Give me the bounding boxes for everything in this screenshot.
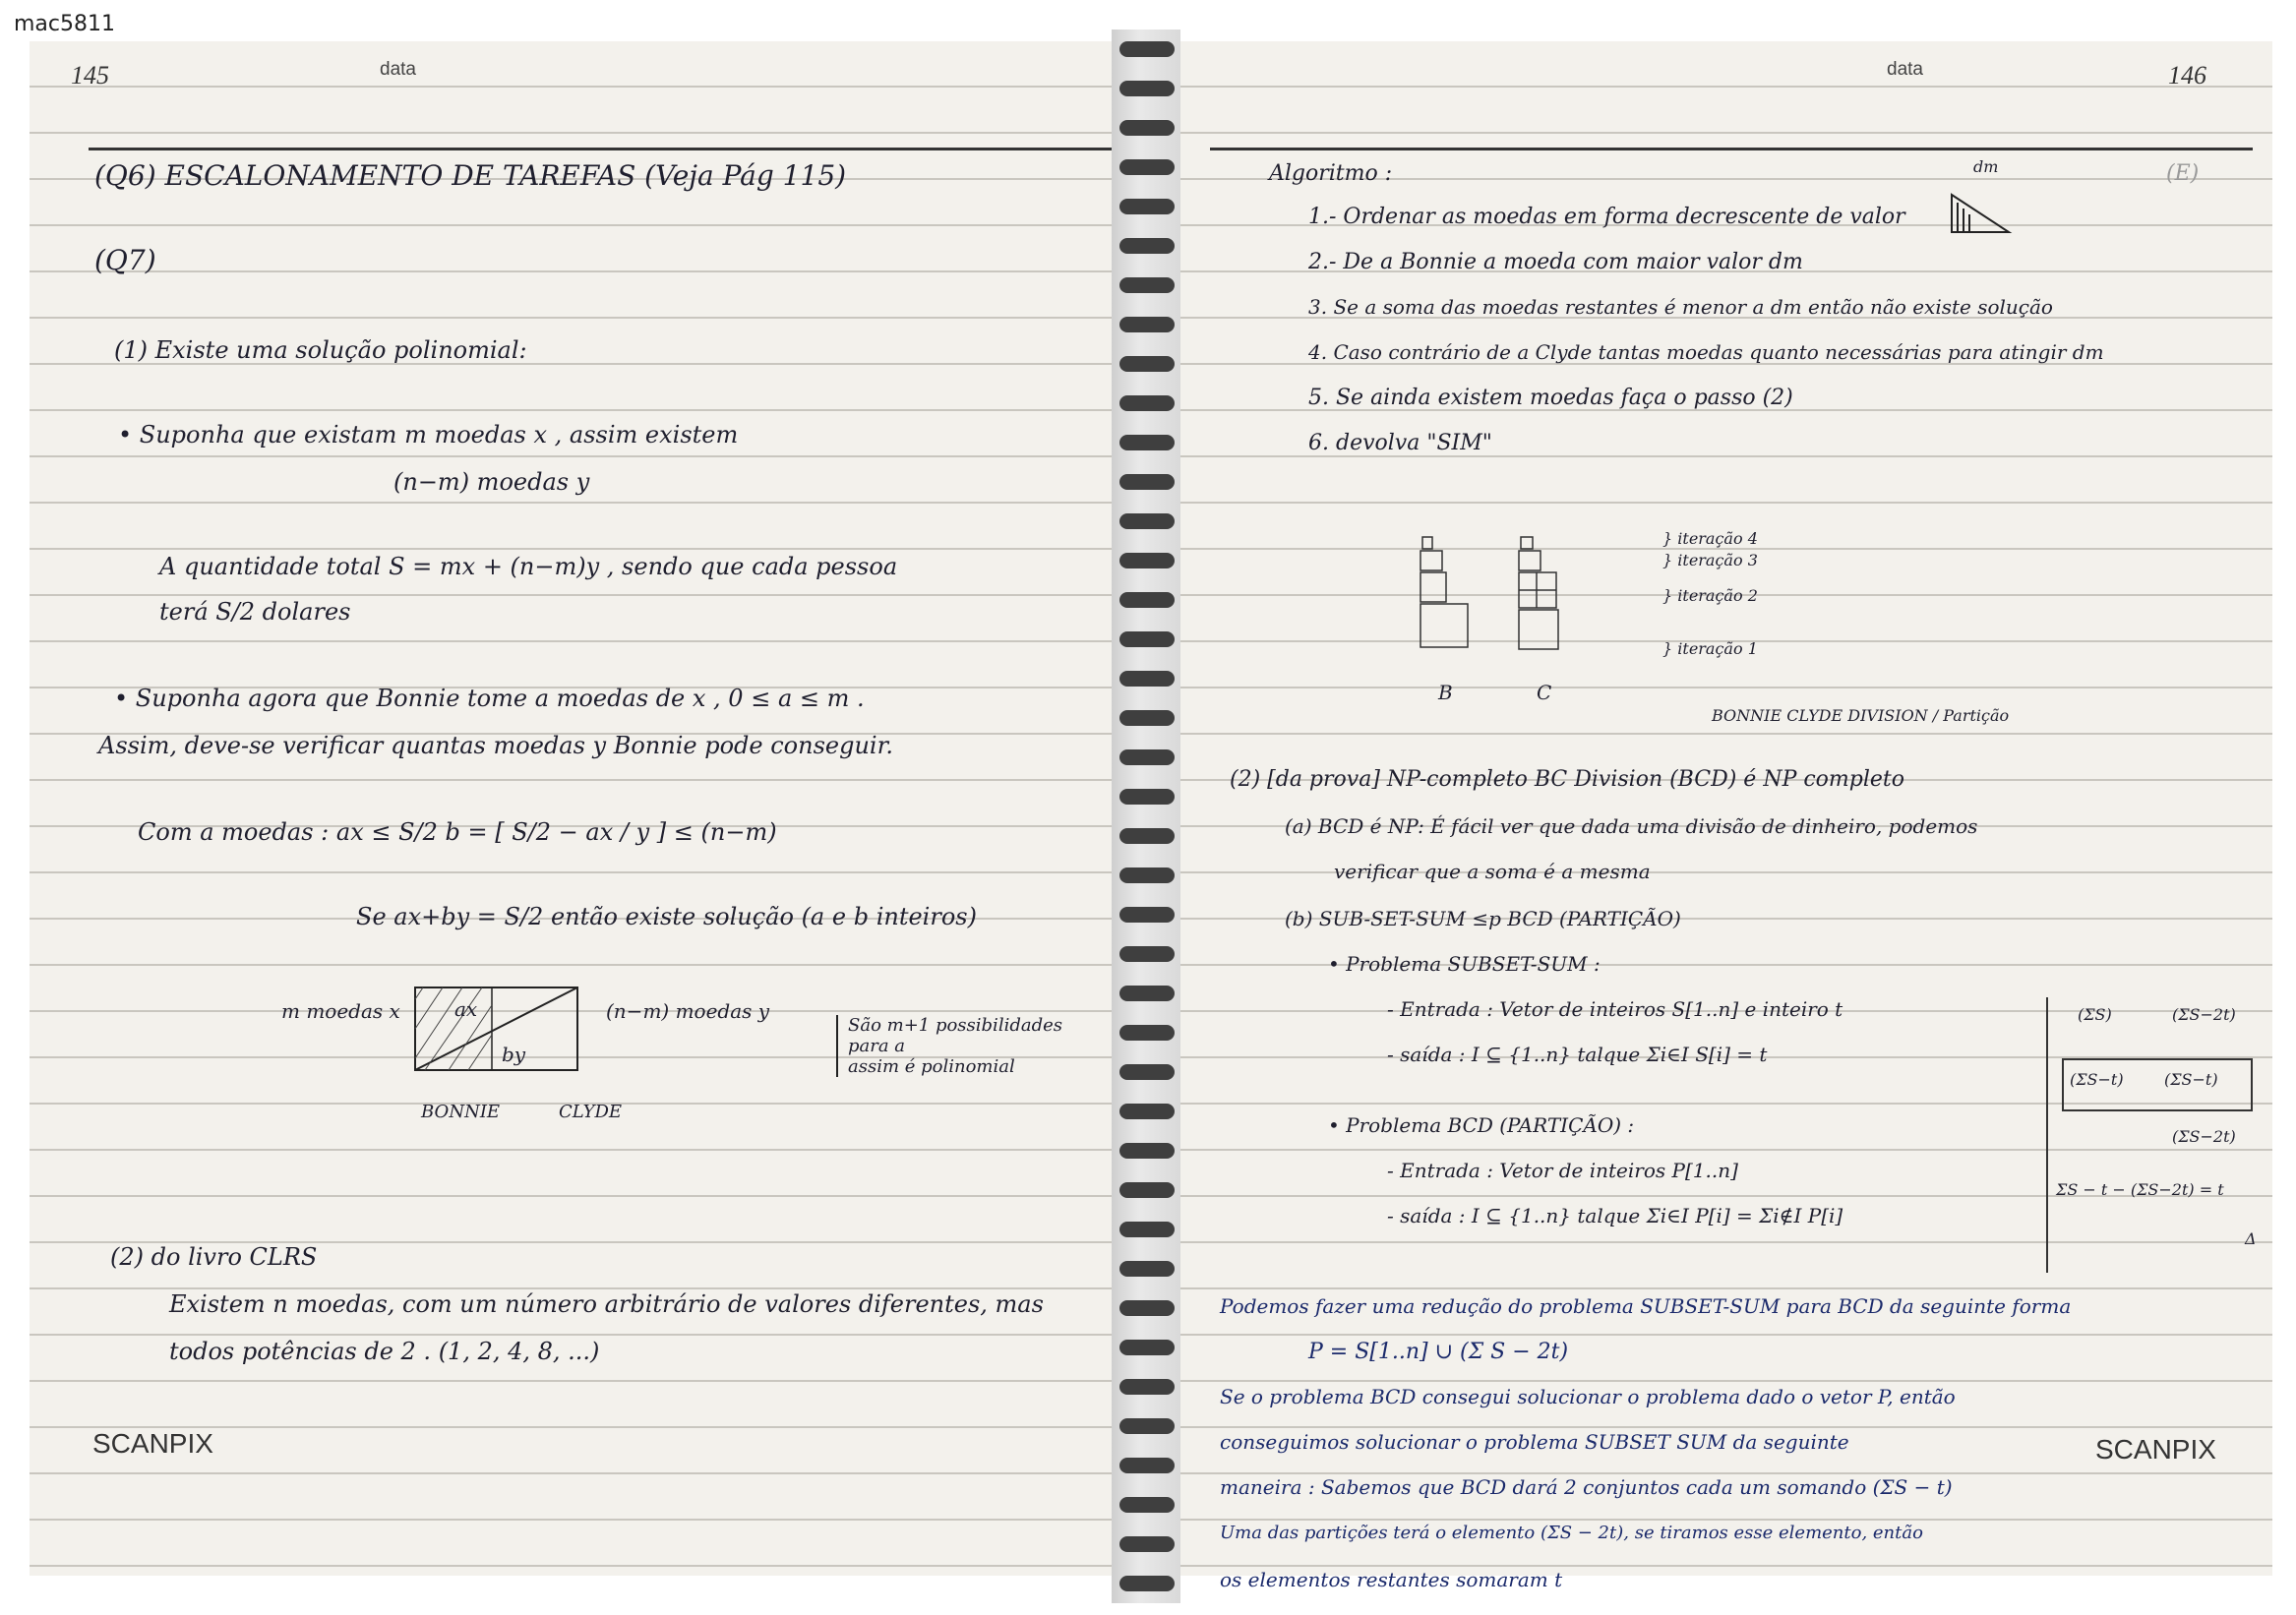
- iteration-label: } iteração 3: [1662, 551, 1758, 569]
- text-line: - Entrada : Vetor de inteiros S[1..n] e inteiro t: [1387, 997, 1843, 1021]
- side-calc-text: (ΣS): [2078, 1005, 2112, 1024]
- diagram-label: m moedas x: [281, 999, 400, 1023]
- text-line: 2.- De a Bonnie a moeda com maior valor dm: [1308, 250, 1803, 274]
- diagram-label-clyde: CLYDE: [559, 1102, 623, 1122]
- spiral-ring: [1119, 631, 1175, 647]
- spiral-ring: [1119, 1143, 1175, 1159]
- spiral-ring: [1119, 828, 1175, 844]
- spiral-ring: [1119, 1261, 1175, 1277]
- spiral-ring: [1119, 867, 1175, 883]
- spiral-ring: [1119, 1497, 1175, 1513]
- spiral-ring: [1119, 749, 1175, 765]
- spiral-ring: [1119, 671, 1175, 687]
- spiral-ring: [1119, 946, 1175, 962]
- text-line: Podemos fazer uma redução do problema SUBSET-SUM para BCD da seguinte forma: [1220, 1294, 2072, 1318]
- text-line: Se ax+by = S/2 então existe solução (a e b inteiros): [356, 903, 977, 930]
- date-label: data: [380, 59, 416, 80]
- text-line: terá S/2 dolares: [159, 598, 351, 626]
- watermark-text: SCANPIX: [2095, 1434, 2216, 1465]
- spiral-ring: [1119, 1458, 1175, 1473]
- text-line: • Problema SUBSET-SUM :: [1328, 952, 1601, 976]
- text-line: - Entrada : Vetor de inteiros P[1..n]: [1387, 1159, 1738, 1182]
- spiral-ring: [1119, 1222, 1175, 1237]
- diagram-label: (n−m) moedas y: [606, 999, 770, 1023]
- spiral-ring: [1119, 553, 1175, 568]
- page-number: 145: [71, 61, 109, 90]
- header-rule: [89, 148, 1112, 150]
- text-line: Assim, deve-se verificar quantas moedas y Bonnie pode conseguir.: [98, 732, 894, 759]
- text-line: (Q6) ESCALONAMENTO DE TAREFAS (Veja Pág 115): [94, 159, 847, 192]
- spiral-ring: [1119, 789, 1175, 805]
- side-note-line: assim é polinomial: [848, 1056, 1015, 1077]
- diagram-cell-ax: ax: [454, 997, 478, 1021]
- spiral-ring: [1119, 395, 1175, 411]
- text-line: (n−m) moedas y: [393, 468, 590, 496]
- text-line: (b) SUB-SET-SUM ≤p BCD (PARTIÇÃO): [1285, 907, 1681, 930]
- text-line: maneira : Sabemos que BCD dará 2 conjuntos cada um somando (ΣS − t): [1220, 1475, 1953, 1499]
- spiral-ring: [1119, 120, 1175, 136]
- spiral-ring: [1119, 356, 1175, 372]
- page-number: 146: [2168, 61, 2206, 90]
- spiral-ring: [1119, 159, 1175, 175]
- spiral-ring: [1119, 435, 1175, 450]
- iteration-label: } iteração 4: [1662, 529, 1758, 548]
- text-line: - saída : I ⊆ {1..n} talque Σi∈I P[i] = Σi∉I P[i]: [1387, 1204, 1843, 1227]
- spiral-binding: [1112, 30, 1180, 1603]
- spiral-ring: [1119, 1064, 1175, 1080]
- label-b: B: [1438, 681, 1453, 704]
- dm-label: dm: [1973, 157, 1999, 176]
- text-line: A quantidade total S = mx + (n−m)y , sendo que cada pessoa: [159, 553, 898, 580]
- spiral-ring: [1119, 1300, 1175, 1316]
- corner-note: (E): [2166, 161, 2200, 186]
- text-line: 3. Se a soma das moedas restantes é menor a dm então não existe solução: [1308, 295, 2053, 319]
- text-line: verificar que a soma é a mesma: [1334, 860, 1651, 883]
- side-note: [836, 1015, 1062, 1077]
- watermark-text: SCANPIX: [92, 1428, 213, 1459]
- side-note-line: para a: [848, 1036, 906, 1056]
- spiral-ring: [1119, 513, 1175, 529]
- spiral-ring: [1119, 1379, 1175, 1395]
- spiral-ring: [1119, 1576, 1175, 1591]
- right-notebook-page: [1180, 41, 2272, 1591]
- spiral-ring: [1119, 1340, 1175, 1355]
- date-label: data: [1887, 59, 1923, 80]
- text-line: - saída : I ⊆ {1..n} talque Σi∈I S[i] = t: [1387, 1043, 1768, 1066]
- spiral-ring: [1119, 199, 1175, 214]
- side-note-line: São m+1 possibilidades: [848, 1015, 1062, 1036]
- side-calc-text: (ΣS−t): [2070, 1070, 2124, 1089]
- text-line: (1) Existe uma solução polinomial:: [114, 336, 527, 364]
- spiral-ring: [1119, 1025, 1175, 1041]
- text-line: (2) [da prova] NP-completo BC Division (BCD) é NP completo: [1230, 767, 1905, 792]
- text-line: (2) do livro CLRS: [110, 1243, 318, 1271]
- label-c: C: [1537, 681, 1552, 704]
- spiral-ring: [1119, 1536, 1175, 1552]
- text-line: conseguimos solucionar o problema SUBSET SUM da seguinte: [1220, 1430, 1849, 1454]
- spiral-ring: [1119, 592, 1175, 608]
- spiral-ring: [1119, 238, 1175, 254]
- spiral-ring: [1119, 474, 1175, 490]
- iteration-label: } iteração 2: [1662, 586, 1758, 605]
- spiral-ring: [1119, 710, 1175, 726]
- scanpix-logo: [2095, 1434, 2216, 1465]
- text-line: • Problema BCD (PARTIÇÃO) :: [1328, 1113, 1635, 1137]
- header-rule: [1210, 148, 2253, 150]
- text-line: (a) BCD é NP: É fácil ver que dada uma divisão de dinheiro, podemos: [1285, 814, 1978, 838]
- text-line: P = S[1..n] ∪ (Σ S − 2t): [1308, 1340, 1569, 1364]
- side-calc-text: (ΣS−t): [2164, 1070, 2218, 1089]
- spiral-ring: [1119, 907, 1175, 923]
- text-line: 4. Caso contrário de a Clyde tantas moedas quanto necessárias para atingir dm: [1308, 340, 2104, 364]
- spiral-ring: [1119, 986, 1175, 1001]
- left-notebook-page: [30, 41, 1112, 1576]
- text-line: • Suponha agora que Bonnie tome a moedas de x , 0 ≤ a ≤ m .: [114, 685, 865, 712]
- text-line: Com a moedas : ax ≤ S/2 b = [ S/2 − ax / y ] ≤ (n−m): [138, 818, 777, 846]
- diagram-cell-by: by: [502, 1043, 526, 1066]
- spiral-ring: [1119, 1104, 1175, 1119]
- text-line: Se o problema BCD consegui solucionar o problema dado o vetor P, então: [1220, 1385, 1956, 1408]
- spiral-ring: [1119, 277, 1175, 293]
- scanpix-logo: [92, 1428, 213, 1460]
- side-calc-text: (ΣS−2t): [2172, 1127, 2236, 1146]
- side-calc-text: ΣS − t − (ΣS−2t) = t: [2056, 1180, 2224, 1199]
- spiral-ring: [1119, 317, 1175, 332]
- moedas-diagram: [413, 986, 580, 1074]
- text-line: Uma das partições terá o elemento (ΣS − 2t), se tiramos esse elemento, então: [1220, 1523, 1923, 1543]
- division-label: BONNIE CLYDE DIVISION / Partição: [1712, 706, 2010, 725]
- side-calc-text: (ΣS−2t): [2172, 1005, 2236, 1024]
- text-line: os elementos restantes somaram t: [1220, 1568, 1563, 1591]
- text-line: 1.- Ordenar as moedas em forma decrescente de valor: [1308, 205, 1905, 229]
- text-line: • Suponha que existam m moedas x , assim existem: [118, 421, 739, 449]
- spiral-ring: [1119, 41, 1175, 57]
- side-calculation: [2046, 997, 2270, 1273]
- sorted-coins-sketch: [1948, 189, 2017, 238]
- spiral-ring: [1119, 81, 1175, 96]
- diagram-label-bonnie: BONNIE: [421, 1102, 501, 1122]
- text-line: 5. Se ainda existem moedas faça o passo (2): [1308, 386, 1793, 410]
- iteration-label: } iteração 1: [1662, 639, 1758, 658]
- top-label: mac5811: [14, 12, 115, 36]
- spiral-ring: [1119, 1182, 1175, 1198]
- spiral-ring: [1119, 1418, 1175, 1434]
- text-line: todos potências de 2 . (1, 2, 4, 8, ...): [169, 1338, 600, 1365]
- text-line: (Q7): [94, 244, 156, 276]
- side-calc-text: Δ: [2245, 1229, 2257, 1248]
- text-line: Algoritmo :: [1269, 161, 1393, 186]
- text-line: Existem n moedas, com um número arbitrário de valores diferentes, mas: [169, 1290, 1044, 1318]
- text-line: 6. devolva "SIM": [1308, 431, 1492, 455]
